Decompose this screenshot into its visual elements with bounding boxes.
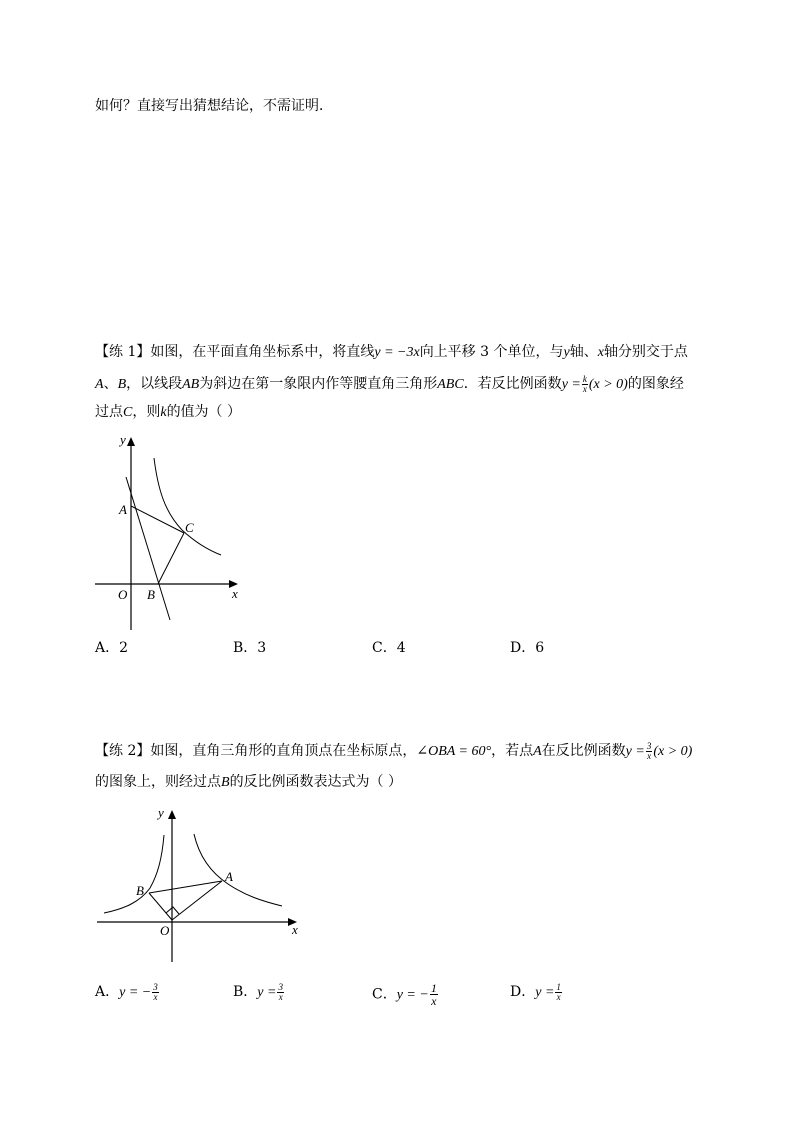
q2-option-c-lhs: y = − bbox=[396, 987, 429, 1003]
q2-option-b-letter: B． bbox=[233, 984, 258, 1000]
q2-func-lhs: y = bbox=[625, 744, 645, 759]
q2-segment-ob bbox=[149, 893, 172, 920]
q2-option-d-letter: D． bbox=[510, 984, 536, 1000]
q2-segment-oa bbox=[172, 881, 222, 920]
q2-func-numerator: 3 bbox=[646, 740, 652, 751]
q2-option-d-numerator: 1 bbox=[556, 981, 561, 992]
q1-text-1a: 如图，在平面直角坐标系中，将直线 bbox=[150, 344, 375, 360]
q1-text-1f: 轴分别交于点 bbox=[603, 344, 688, 360]
q1-x-var: x bbox=[597, 345, 604, 360]
q2-point-b: B bbox=[221, 775, 230, 790]
q1-point-c: C bbox=[123, 405, 133, 420]
intro-sentence: 如何？直接写出猜想结论，不需证明． bbox=[95, 98, 333, 114]
q2-text-2c: 的反比例函数表达式为（ ） bbox=[229, 774, 403, 790]
q1-point-b: B bbox=[117, 377, 127, 392]
q1-hyperbola bbox=[154, 458, 221, 555]
q1-option-c[interactable]: C．4 bbox=[372, 640, 406, 656]
q2-func-domain: (x > 0) bbox=[653, 744, 693, 759]
q1-line-3 bbox=[95, 402, 241, 423]
q1-text-2d: ，以线段 bbox=[126, 376, 183, 392]
q1-y-arrow-icon bbox=[127, 437, 135, 446]
q2-figure bbox=[95, 802, 305, 962]
q2-option-b[interactable] bbox=[233, 982, 285, 1003]
q2-label-x: x bbox=[292, 922, 298, 937]
q2-text-1b: ，若点 bbox=[491, 743, 534, 759]
q2-option-b-lhs: y = bbox=[257, 985, 277, 1000]
q2-hyperbola-right bbox=[194, 834, 282, 906]
q1-label-c: C bbox=[185, 520, 194, 535]
q2-label-o: O bbox=[160, 923, 170, 938]
q1-point-a: A bbox=[95, 377, 104, 392]
q1-func-denominator: x bbox=[582, 383, 587, 394]
q1-text-3c: ，则 bbox=[132, 404, 161, 420]
q2-option-d-lhs: y = bbox=[535, 985, 555, 1000]
q2-option-a-lhs: y = − bbox=[119, 985, 152, 1000]
q2-option-b-denominator: x bbox=[278, 991, 283, 1002]
q1-label-x: x bbox=[232, 586, 238, 601]
q2-option-b-numerator: 3 bbox=[278, 981, 283, 992]
q2-line-1 bbox=[95, 741, 692, 762]
q1-label-b: B bbox=[147, 587, 155, 602]
q2-option-c-fraction bbox=[430, 982, 438, 1007]
q2-segment-ab bbox=[149, 881, 222, 893]
q2-option-a[interactable] bbox=[95, 982, 160, 1003]
q2-angle: ∠OBA = 60° bbox=[416, 744, 492, 759]
q2-option-a-denominator: x bbox=[153, 991, 158, 1002]
q2-option-c-letter: C． bbox=[372, 986, 397, 1003]
q1-text-1d: 轴、 bbox=[569, 344, 598, 360]
q1-line-1 bbox=[95, 342, 688, 363]
intro-text bbox=[95, 96, 333, 116]
q2-label-b: B bbox=[136, 883, 144, 898]
q2-option-d[interactable] bbox=[510, 982, 563, 1003]
q2-option-d-denominator: x bbox=[556, 991, 561, 1002]
q2-point-a: A bbox=[533, 744, 542, 759]
q1-func-lhs: y = bbox=[561, 377, 581, 392]
q2-label-y: y bbox=[158, 805, 164, 820]
q2-text-1d: 在反比例函数 bbox=[541, 743, 626, 759]
q2-func-denominator: x bbox=[647, 750, 652, 761]
q2-tag: 【练 2】 bbox=[95, 743, 151, 759]
q2-label-a: A bbox=[225, 869, 233, 884]
q1-text-2f: 为斜边在第一象限内作等腰直角三角形 bbox=[199, 376, 438, 392]
q1-label-o: O bbox=[118, 587, 128, 602]
q2-text-2a: 的图象上，则经过点 bbox=[95, 774, 221, 790]
q2-option-a-fraction bbox=[152, 983, 159, 1002]
q1-option-b[interactable]: B．3 bbox=[233, 640, 267, 656]
q1-label-a: A bbox=[119, 502, 127, 517]
q1-figure bbox=[95, 432, 255, 632]
q2-option-a-numerator: 3 bbox=[153, 981, 158, 992]
q2-option-d-fraction bbox=[555, 983, 562, 1002]
q2-hyperbola-left bbox=[104, 835, 164, 913]
q2-line-2 bbox=[95, 772, 402, 793]
q1-segment-bc bbox=[158, 533, 184, 584]
q1-k-var: k bbox=[160, 405, 167, 420]
q2-option-a-letter: A． bbox=[95, 984, 120, 1000]
q1-text-3a: 过点 bbox=[95, 404, 123, 420]
q1-text-2h: ．若反比例函数 bbox=[463, 376, 562, 392]
q1-line-equation: y = −3x bbox=[374, 345, 420, 360]
q1-text-1b: 向上平移 3 个单位，与 bbox=[419, 344, 564, 360]
q1-text-2b: 、 bbox=[103, 376, 118, 392]
q1-line-2 bbox=[95, 374, 684, 395]
q1-y-var: y bbox=[563, 345, 570, 360]
q2-option-c-denominator: x bbox=[431, 994, 437, 1008]
q1-segment-ab: AB bbox=[182, 377, 200, 392]
q1-option-a[interactable]: A．2 bbox=[95, 640, 129, 656]
q1-func-domain: (x > 0) bbox=[588, 377, 628, 392]
q1-func-fraction bbox=[582, 375, 588, 394]
q1-text-2i: 的图象经 bbox=[627, 376, 684, 392]
q1-triangle-abc: ABC bbox=[437, 377, 464, 392]
q1-text-3e: 的值为（ ） bbox=[166, 404, 242, 420]
q1-tag: 【练 1】 bbox=[95, 344, 151, 360]
q2-func-fraction bbox=[646, 742, 653, 761]
q1-label-y: y bbox=[120, 432, 126, 447]
q2-option-c[interactable] bbox=[372, 982, 439, 1007]
q2-option-c-numerator: 1 bbox=[430, 981, 437, 995]
q1-func-numerator: k bbox=[582, 373, 587, 384]
q1-option-d[interactable]: D．6 bbox=[510, 640, 545, 656]
q2-y-arrow-icon bbox=[168, 810, 176, 819]
q2-option-b-fraction bbox=[277, 983, 284, 1002]
q2-text-1a: 如图，直角三角形的直角顶点在坐标原点， bbox=[150, 743, 417, 759]
